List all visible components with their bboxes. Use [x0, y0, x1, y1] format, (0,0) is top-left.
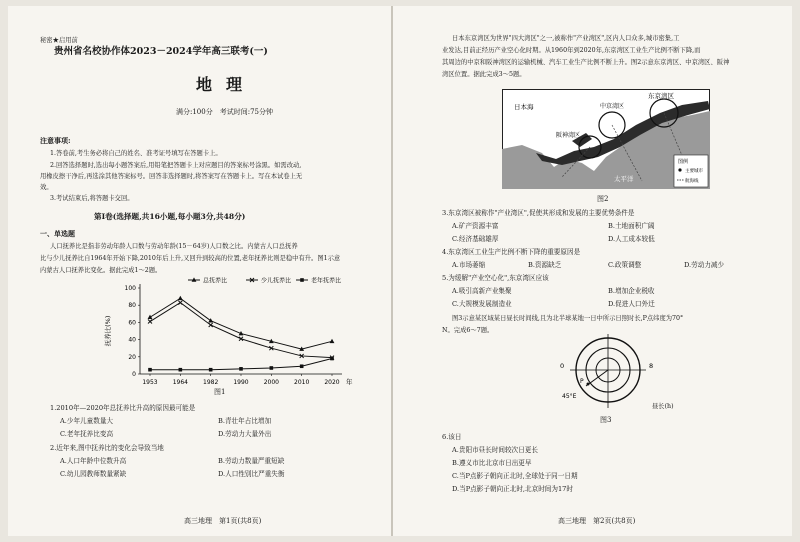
legend-city-symbol — [678, 168, 681, 171]
q6-stem: 6.该日 — [442, 433, 462, 441]
ocean-label: 太平洋 — [614, 175, 634, 183]
series-point-0 — [148, 315, 153, 319]
q4-stem: 4.东京湾区工业生产比例不断下降的重要原因是 — [442, 248, 581, 256]
q3-option-d[interactable]: D.人工成本较低 — [608, 235, 655, 243]
sea-label: 日本海 — [514, 103, 534, 111]
figure3-caption: 图3 — [600, 416, 612, 424]
intro-line: 比与少儿抚养比自1964年开始下降,2010年后上升,又回升到较高的位置,老年抚养比则是稳中有升。图1示意 — [40, 255, 341, 262]
day-length-label: 昼长(h) — [652, 403, 674, 410]
q1-option-a[interactable]: A.少年儿童数量大 — [60, 417, 114, 425]
q5-stem: 5.为缓解"产业空心化",东京湾区应该 — [442, 274, 549, 282]
q3-option-c[interactable]: C.经济基础雄厚 — [452, 235, 499, 243]
legend-title: 图例 — [678, 159, 689, 165]
hanshin-label: 阪神湾区 — [556, 132, 581, 139]
q6-option-b[interactable]: B.遵义市比北京市日出更早 — [452, 459, 532, 467]
q5-option-a[interactable]: A.吸引高新产业集聚 — [452, 287, 512, 295]
longitude-label: 45°E — [562, 393, 577, 400]
legend-city: 主要城市 — [685, 169, 703, 174]
x-tick-label: 1982 — [203, 379, 219, 386]
series-point-0 — [208, 318, 213, 322]
q3-option-b[interactable]: B.土地面积广阔 — [608, 222, 655, 230]
series-point-2 — [209, 368, 213, 372]
figure2-caption: 图2 — [597, 195, 609, 203]
series-point-1 — [178, 301, 182, 305]
legend-marker — [300, 278, 304, 282]
chart-ticks — [125, 285, 340, 386]
q4-option-d[interactable]: D.劳动力减少 — [684, 261, 725, 269]
legend-route: 航海线 — [685, 179, 699, 184]
x-axis-label: 年 — [346, 378, 353, 386]
fig3-intro-line: 图3示意某区域某日昼长时间线,且为北半球某地一日中所示日照时长,P点纬度为70° — [452, 315, 684, 322]
legend-label: 老年抚养比 — [311, 277, 342, 285]
series-point-2 — [330, 357, 334, 361]
q1-stem: 1.2010年—2020年总抚养比升高的原因最可能是 — [50, 404, 196, 412]
exam-title: 贵州省名校协作体2023－2024学年高三联考(一) — [54, 46, 268, 57]
series-line-1 — [150, 303, 332, 358]
p-point — [587, 383, 590, 386]
q5-option-b[interactable]: B.增加企业税收 — [608, 287, 655, 295]
series-point-2 — [300, 364, 304, 368]
x-tick-label: 2010 — [294, 379, 310, 386]
series-point-1 — [148, 320, 152, 324]
q1-option-c[interactable]: C.老年抚养比变高 — [60, 430, 114, 438]
page-footer: 高三地理 第2页(共8页) — [558, 517, 636, 525]
notice-line: 2.回答选择题时,选出每小题答案后,用铅笔把答题卡上对应题目的答案标号涂黑。如需改动, — [50, 162, 302, 169]
chart-axes — [103, 284, 353, 386]
chukyo-label: 中京湾区 — [600, 103, 625, 110]
q6-option-c[interactable]: C.当P点影子朝向正北时,全球处于同一日期 — [452, 472, 578, 480]
q3-stem: 3.东京湾区被称作"产业湾区",促使其形成和发展的主要优势条件是 — [442, 209, 635, 217]
y-tick-label: 80 — [128, 302, 136, 310]
intro-line: 业发达,目前正经历产业空心化时期。从1960年到2020年,东京湾区工业生产比例不断下降,而 — [442, 47, 701, 54]
intro-line: 内蒙古人口抚养比变化。据此完成1～2题。 — [40, 267, 162, 274]
intro-line: 日本东京湾区为世界"四大湾区"之一,被称作"产业湾区",区内人口众多,城市密集,工 — [452, 35, 680, 42]
figure1-caption: 图1 — [214, 388, 226, 396]
dependency-ratio-chart — [96, 276, 358, 388]
q2-option-b[interactable]: B.劳动力数量严重短缺 — [218, 457, 285, 465]
y-tick-label: 40 — [128, 336, 136, 344]
x-tick-label: 2000 — [263, 379, 279, 386]
section-heading: 一、单选题 — [40, 229, 75, 238]
x-tick-label: 1953 — [142, 379, 158, 386]
q4-option-b[interactable]: B.资源缺乏 — [528, 261, 562, 269]
notice-line: 效。 — [40, 184, 53, 191]
x-tick-label: 2020 — [324, 379, 340, 386]
secret-mark: 秘密★启用前 — [40, 37, 78, 44]
series-point-0 — [330, 339, 335, 343]
y-tick-label: 60 — [128, 319, 136, 327]
score-time: 满分:100分 考试时间:75分钟 — [176, 108, 273, 116]
part-title: 第Ⅰ卷(选择题,共16小题,每小题3分,共48分) — [94, 212, 246, 221]
q1-option-d[interactable]: D.劳动力大量外出 — [218, 430, 272, 438]
q5-option-c[interactable]: C.大规模发展制造业 — [452, 300, 512, 308]
subject-title: 地理 — [196, 75, 257, 94]
notice-line: 用橡皮擦干净后,再选涂其他答案标号。回答非选择题时,将答案写在答题卡上。写在本试卷上无 — [40, 173, 303, 180]
intro-line: 湾区位置。据此完成3～5题。 — [442, 71, 526, 78]
q6-option-a[interactable]: A.贵阳市昼长时间较次日更长 — [452, 446, 538, 454]
y-tick-label: 100 — [124, 285, 136, 292]
q5-option-d[interactable]: D.促进人口外迁 — [608, 300, 655, 308]
series-point-2 — [148, 368, 152, 372]
q2-option-c[interactable]: C.幼儿园教师数量紧缺 — [60, 470, 127, 478]
notice-line: 3.考试结束后,将答题卡交回。 — [50, 195, 134, 202]
q1-option-b[interactable]: B.青壮年占比增加 — [218, 417, 272, 425]
x-tick-label: 1990 — [233, 379, 249, 386]
legend-label: 少儿抚养比 — [261, 277, 292, 285]
legend-label: 总抚养比 — [203, 277, 228, 285]
tokyo-label: 东京湾区 — [648, 92, 674, 100]
q2-stem: 2.近年来,图中抚养比的变化会导致当地 — [50, 444, 164, 452]
series-point-2 — [270, 366, 274, 370]
eight-label: 8 — [649, 362, 654, 370]
y-axis-label: 抚养比(%) — [104, 315, 112, 347]
fig3-intro-line: N。完成6～7题。 — [442, 327, 494, 334]
japan-bay-areas-map — [502, 89, 710, 189]
p-label: P — [580, 378, 584, 385]
chart-legend — [188, 276, 341, 284]
q2-option-a[interactable]: A.人口年龄中位数升高 — [60, 457, 127, 465]
zero-label: 0 — [560, 362, 565, 370]
q2-option-d[interactable]: D.人口性别比严重失衡 — [218, 470, 285, 478]
y-tick-label: 0 — [132, 371, 136, 378]
page-divider — [391, 6, 393, 536]
series-point-0 — [178, 296, 183, 300]
q4-option-c[interactable]: C.政策调整 — [608, 261, 642, 269]
notice-line: 1.答卷前,考生务必将自己的姓名、准考证号填写在答题卡上。 — [50, 150, 222, 157]
intro-line: 人口抚养比是指非劳动年龄人口数与劳动年龄(15－64岁)人口数之比。内蒙古人口总抚养 — [50, 243, 298, 250]
q3-option-a[interactable]: A.矿产资源丰富 — [452, 222, 499, 230]
x-tick-label: 1964 — [172, 379, 188, 386]
left-page — [40, 6, 374, 536]
series-point-1 — [209, 323, 213, 327]
series-point-2 — [239, 367, 243, 371]
day-length-diagram — [558, 332, 658, 410]
notice-heading: 注意事项: — [40, 136, 71, 145]
intro-line: 其周边的中京和阪神湾区的运输机械、汽车工业生产比例不断上升。图2示意东京湾区、中京湾区、阪神 — [442, 59, 730, 66]
series-point-2 — [179, 368, 183, 372]
y-tick-label: 20 — [128, 353, 136, 361]
right-page — [440, 6, 758, 536]
q4-option-a[interactable]: A.市场萎缩 — [452, 261, 486, 269]
q6-option-d[interactable]: D.当P点影子朝向正北时,北京时间为17时 — [452, 485, 573, 493]
chart-series — [148, 296, 335, 372]
series-line-0 — [150, 298, 332, 349]
page-footer: 高三地理 第1页(共8页) — [184, 517, 262, 525]
